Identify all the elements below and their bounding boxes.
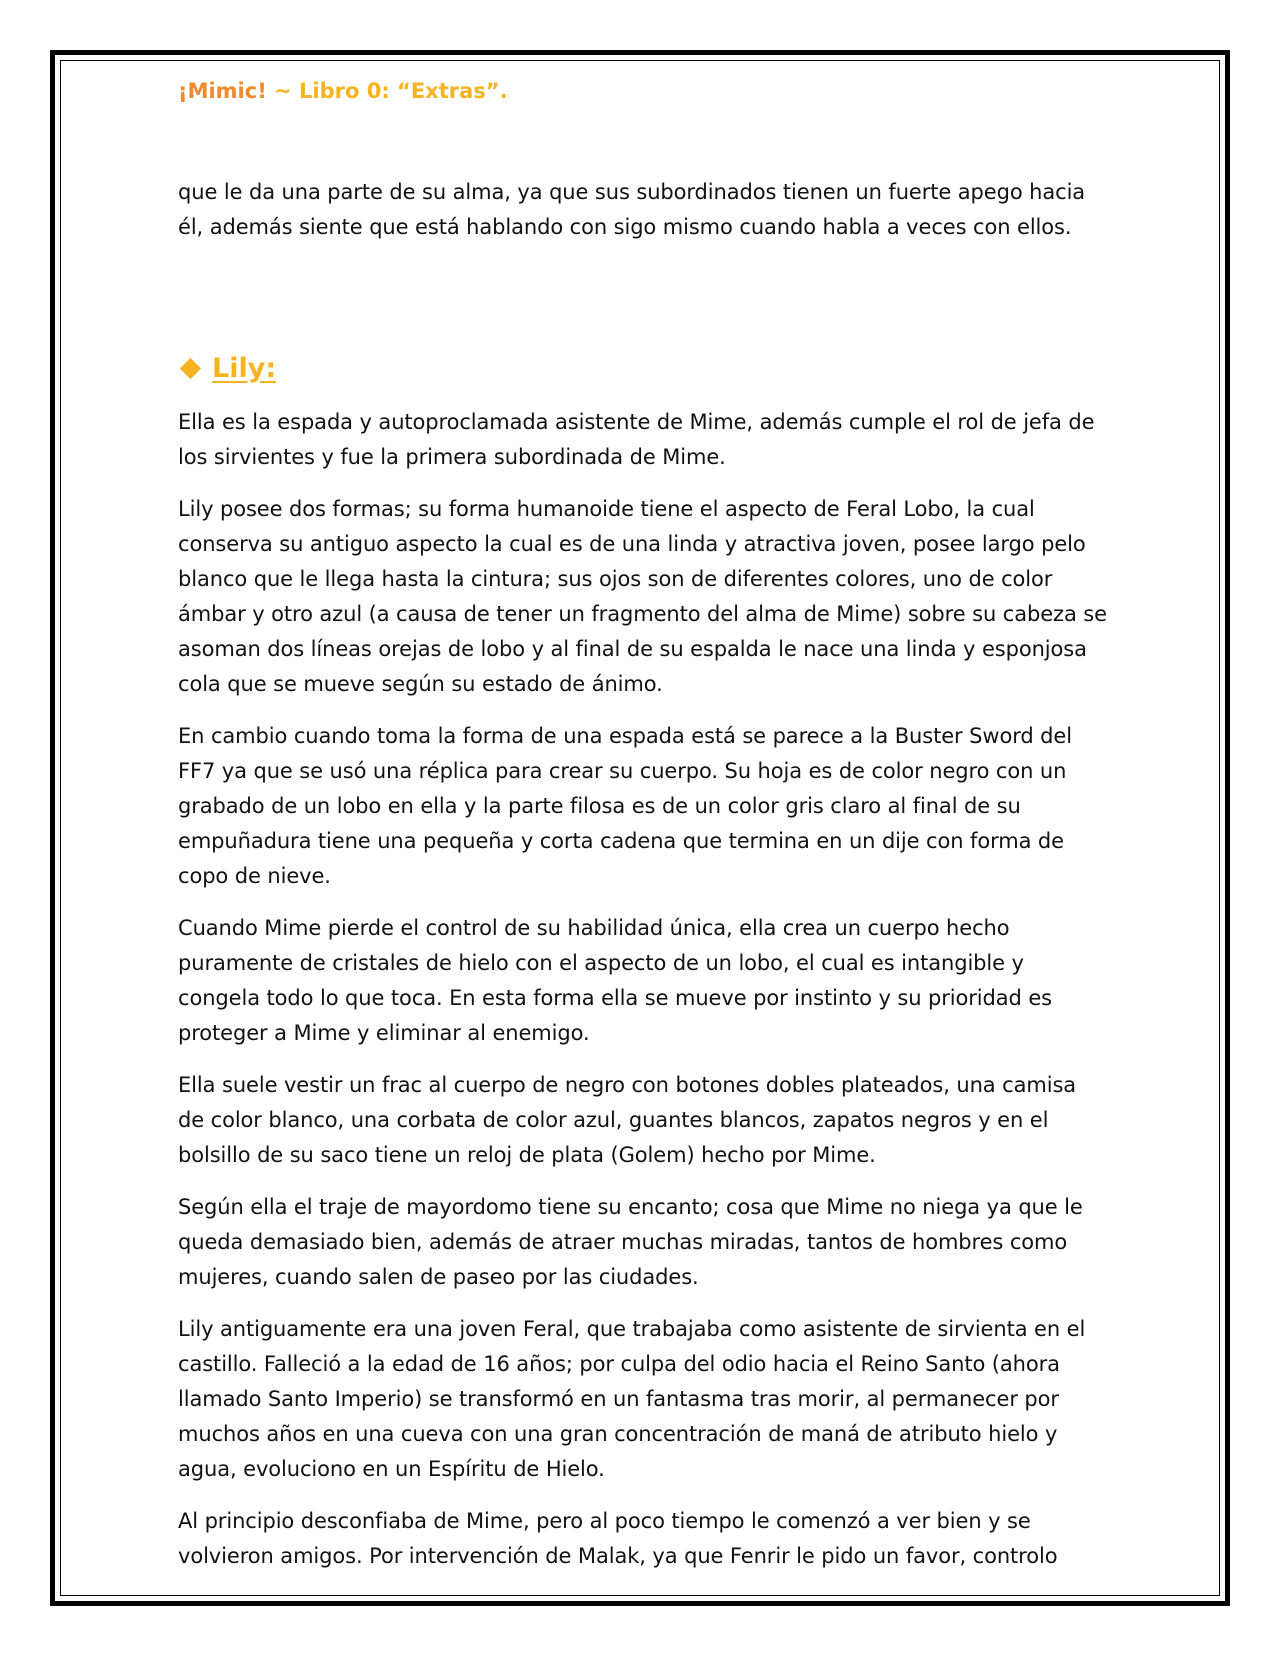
body-paragraph: Según ella el traje de mayordomo tiene su encanto; cosa que Mime no niega ya que le queda demasiado bien, además de atraer muchas miradas, tantos de hombres como mujeres, cuando salen de paseo por las ciudades.	[178, 1195, 1083, 1289]
body-paragraph: Ella es la espada y autoproclamada asistente de Mime, además cumple el rol de jefa de los sirvientes y fue la primera subordinada de Mime.	[178, 410, 1095, 469]
running-header	[178, 76, 1108, 106]
page-content	[178, 76, 1108, 1591]
section-body	[178, 405, 1108, 1574]
running-header-title: ~ Libro 0: “Extras”.	[266, 79, 508, 103]
running-header-accent: ¡Mimic!	[178, 79, 267, 103]
section-title: Lily:	[212, 352, 277, 384]
intro-paragraph: que le da una parte de su alma, ya que sus subordinados tienen un fuerte apego hacia él, además siente que está hablando con sigo mismo cuando habla a veces con ellos.	[178, 180, 1086, 239]
diamond-icon	[180, 357, 201, 378]
body-paragraph: En cambio cuando toma la forma de una espada está se parece a la Buster Sword del FF7 ya que se usó una réplica para crear su cuerpo. Su hoja es de color negro con un grabado de un lobo en ella y la parte filosa es de un color gris claro al final de su empuñadura tiene una pequeña y corta cadena que termina en un dije con forma de copo de nieve.	[178, 724, 1072, 888]
body-paragraph: Lily posee dos formas; su forma humanoide tiene el aspecto de Feral Lobo, la cual conserva su antiguo aspecto la cual es de una linda y atractiva joven, posee largo pelo blanco que le llega hasta la cintura; sus ojos son de diferentes colores, uno de color ámbar y otro azul (a causa de tener un fragmento del alma de Mime) sobre su cabeza se asoman dos líneas orejas de lobo y al final de su espalda le nace una linda y esponjosa cola que se mueve según su estado de ánimo.	[178, 497, 1107, 696]
section-heading	[178, 348, 1108, 388]
body-paragraph: Ella suele vestir un frac al cuerpo de negro con botones dobles plateados, una camisa de color blanco, una corbata de color azul, guantes blancos, zapatos negros y en el bolsillo de su saco tiene un reloj de plata (Golem) hecho por Mime.	[178, 1073, 1077, 1167]
body-paragraph: Al principio desconfiaba de Mime, pero al poco tiempo le comenzó a ver bien y se volvieron amigos. Por intervención de Malak, ya que Fenrir le pido un favor, controlo	[178, 1509, 1058, 1568]
body-paragraph: Lily antiguamente era una joven Feral, que trabajaba como asistente de sirvienta en el castillo. Falleció a la edad de 16 años; por culpa del odio hacia el Reino Santo (ahora llamado Santo Imperio) se transformó en un fantasma tras morir, al permanecer por muchos años en una cueva con una gran concentración de maná de atributo hielo y agua, evoluciono en un Espíritu de Hielo.	[178, 1317, 1086, 1481]
body-paragraph: Cuando Mime pierde el control de su habilidad única, ella crea un cuerpo hecho puramente de cristales de hielo con el aspecto de un lobo, el cual es intangible y congela todo lo que toca. En esta forma ella se mueve por instinto y su prioridad es proteger a Mime y eliminar al enemigo.	[178, 916, 1053, 1045]
